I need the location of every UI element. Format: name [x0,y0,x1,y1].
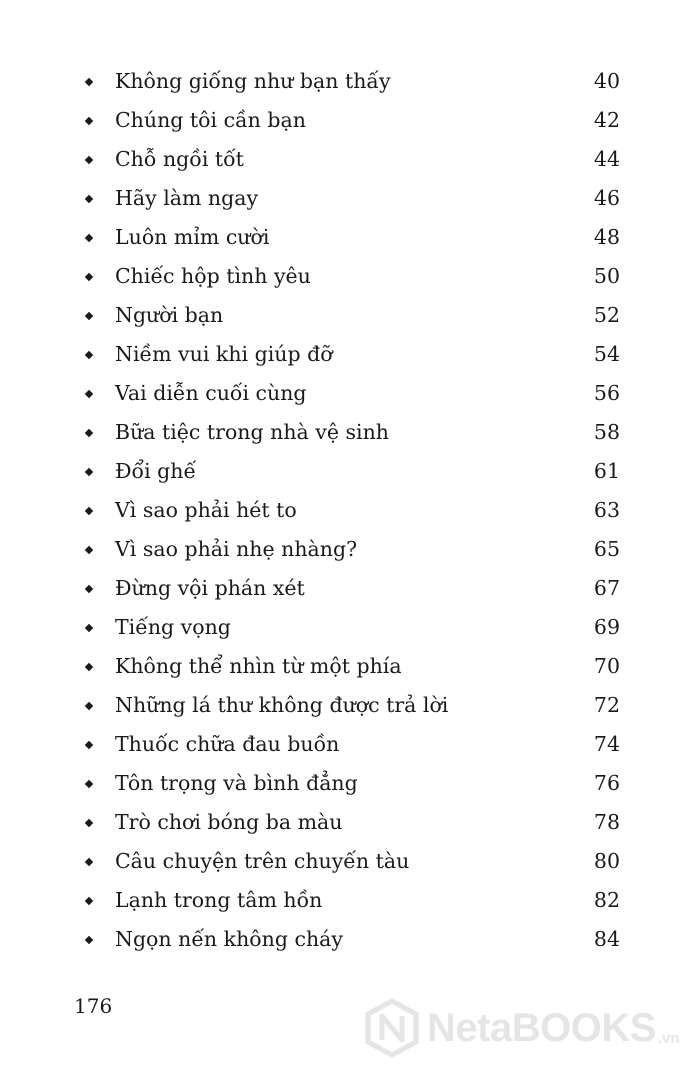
toc-entry-title: Đổi ghế [115,459,197,483]
toc-entry-title: Niềm vui khi giúp đỡ [115,342,333,366]
toc-entry[interactable] [84,686,620,725]
toc-entry[interactable] [84,218,620,257]
toc-entry[interactable] [84,140,620,179]
diamond-bullet-icon [85,701,93,709]
toc-entry-page: 56 [593,381,620,405]
toc-entry-page: 74 [593,732,620,756]
diamond-bullet-icon [85,662,93,670]
toc-entry[interactable] [84,413,620,452]
toc-entry[interactable] [84,803,620,842]
toc-entry[interactable] [84,725,620,764]
toc-entry-page: 72 [593,693,620,717]
toc-entry-title: Tôn trọng và bình đẳng [115,771,358,795]
diamond-bullet-icon [85,818,93,826]
toc-entry-title: Hãy làm ngay [115,186,259,210]
diamond-bullet-icon [85,545,93,553]
toc-entry-title: Không giống như bạn thấy [115,69,391,93]
toc-entry-page: 70 [593,654,620,678]
toc-entry[interactable] [84,179,620,218]
toc-entry-page: 76 [593,771,620,795]
toc-entry-title: Chỗ ngồi tốt [115,147,244,171]
toc-entry-page: 54 [593,342,620,366]
diamond-bullet-icon [85,467,93,475]
toc-entry-page: 44 [593,147,620,171]
toc-entry[interactable] [84,374,620,413]
diamond-bullet-icon [85,389,93,397]
diamond-bullet-icon [85,350,93,358]
toc-entry-page: 42 [593,108,620,132]
toc-entry-page: 40 [593,69,620,93]
toc-entry-title: Người bạn [115,303,224,327]
toc-entry[interactable] [84,842,620,881]
toc-entry-page: 65 [593,537,620,561]
toc-entry-title: Bữa tiệc trong nhà vệ sinh [115,420,390,444]
toc-entry[interactable] [84,335,620,374]
toc-entry-title: Trò chơi bóng ba màu [115,810,343,834]
diamond-bullet-icon [85,311,93,319]
diamond-bullet-icon [85,272,93,280]
watermark [365,996,690,1060]
toc-entry[interactable] [84,296,620,335]
toc-entry-page: 67 [593,576,620,600]
toc-entry-page: 69 [593,615,620,639]
toc-entry-title: Đừng vội phán xét [115,576,305,600]
diamond-bullet-icon [85,857,93,865]
toc-entry[interactable] [84,608,620,647]
table-of-contents [84,62,620,959]
toc-entry-title: Ngọn nến không cháy [115,927,343,951]
diamond-bullet-icon [85,896,93,904]
diamond-bullet-icon [85,194,93,202]
diamond-bullet-icon [85,935,93,943]
toc-entry[interactable] [84,920,620,959]
toc-entry-page: 80 [593,849,620,873]
diamond-bullet-icon [85,584,93,592]
page-number: 176 [74,994,113,1018]
toc-entry-page: 82 [593,888,620,912]
toc-entry-page: 61 [593,459,620,483]
toc-entry-title: Vì sao phải hét to [115,498,297,522]
toc-entry[interactable] [84,647,620,686]
diamond-bullet-icon [85,779,93,787]
toc-entry-page: 46 [593,186,620,210]
toc-entry[interactable] [84,101,620,140]
diamond-bullet-icon [85,77,93,85]
toc-entry-page: 58 [593,420,620,444]
toc-entry[interactable] [84,257,620,296]
toc-entry-title: Vai diễn cuối cùng [115,381,307,405]
toc-entry-title: Câu chuyện trên chuyến tàu [115,849,410,873]
toc-entry[interactable] [84,569,620,608]
diamond-bullet-icon [85,155,93,163]
diamond-bullet-icon [85,740,93,748]
toc-entry-title: Chiếc hộp tình yêu [115,264,311,288]
diamond-bullet-icon [85,428,93,436]
n-hexagon-logo-icon [365,998,419,1058]
watermark-brand: NetaBOOKS [427,1005,656,1050]
toc-entry[interactable] [84,62,620,101]
toc-entry[interactable] [84,881,620,920]
diamond-bullet-icon [85,116,93,124]
toc-entry-title: Chúng tôi cần bạn [115,108,306,132]
toc-entry-title: Luôn mỉm cười [115,225,270,249]
toc-entry[interactable] [84,764,620,803]
toc-entry-title: Những lá thư không được trả lời [115,693,449,717]
toc-entry-page: 48 [593,225,620,249]
toc-entry-page: 84 [593,927,620,951]
toc-entry-title: Vì sao phải nhẹ nhàng? [115,537,358,561]
toc-entry-page: 63 [593,498,620,522]
toc-entry-title: Không thể nhìn từ một phía [115,654,402,678]
toc-entry[interactable] [84,530,620,569]
toc-entry-page: 52 [593,303,620,327]
diamond-bullet-icon [85,233,93,241]
toc-entry-page: 78 [593,810,620,834]
toc-entry[interactable] [84,452,620,491]
toc-entry-page: 50 [593,264,620,288]
toc-entry-title: Tiếng vọng [115,615,231,639]
toc-entry[interactable] [84,491,620,530]
diamond-bullet-icon [85,623,93,631]
toc-entry-title: Lạnh trong tâm hồn [115,888,323,912]
watermark-domain: .vn [657,1029,680,1047]
diamond-bullet-icon [85,506,93,514]
toc-entry-title: Thuốc chữa đau buồn [115,732,340,756]
